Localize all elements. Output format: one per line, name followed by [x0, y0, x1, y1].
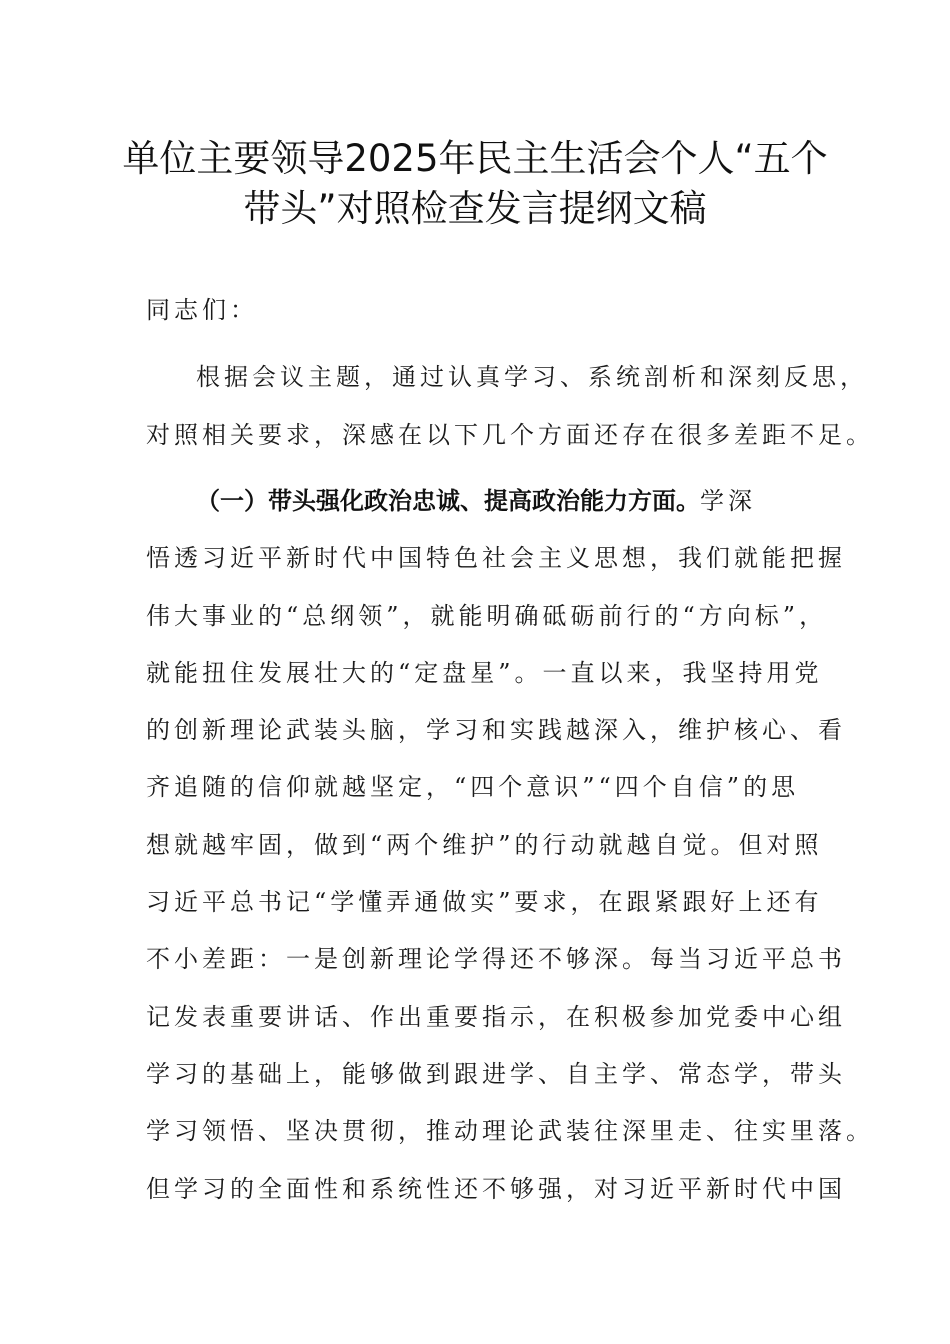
section-heading-line: [196, 489, 826, 513]
paragraph-line: 根据会议主题，通过认真学习、系统剖析和深刻反思，: [196, 363, 868, 391]
paragraph-line: 的创新理论武装头脑，学习和实践越深入，维护核心、看: [146, 716, 846, 744]
paragraph-line: 记发表重要讲话、作出重要指示，在积极参加党委中心组: [146, 1003, 846, 1031]
section-heading: （一）带头强化政治忠诚、提高政治能力方面。: [196, 487, 700, 515]
paragraph-line: 伟大事业的“总纲领”，就能明确砥砺前行的“方向标”，: [146, 602, 828, 630]
paragraph-line: 学习领悟、坚决贯彻，推动理论武装往深里走、往实里落。: [146, 1117, 874, 1145]
paragraph-line: 就能扭住发展壮大的“定盘星”。一直以来，我坚持用党: [146, 659, 823, 687]
document-title-line-1: 单位主要领导2025年民主生活会个人“五个: [122, 137, 828, 180]
paragraph-line: 对照相关要求，深感在以下几个方面还存在很多差距不足。: [146, 421, 874, 449]
salutation: 同志们：: [146, 296, 258, 324]
paragraph-line: 齐追随的信仰就越坚定，“四个意识”“四个自信”的思: [146, 773, 800, 801]
paragraph-line: 不小差距：一是创新理论学得还不够深。每当习近平总书: [146, 945, 846, 973]
paragraph-line: 学习的基础上，能够做到跟进学、自主学、常态学，带头: [146, 1060, 846, 1088]
paragraph-line: 想就越牢固，做到“两个维护”的行动就越自觉。但对照: [146, 831, 823, 859]
paragraph-line: 但学习的全面性和系统性还不够强，对习近平新时代中国: [146, 1175, 846, 1203]
paragraph-line: 习近平总书记“学懂弄通做实”要求，在跟紧跟好上还有: [146, 888, 823, 916]
section-heading-tail: 学深: [700, 487, 756, 515]
document-title-line-2: 带头”对照检查发言提纲文稿: [243, 187, 707, 230]
paragraph-line: 悟透习近平新时代中国特色社会主义思想，我们就能把握: [146, 544, 846, 572]
